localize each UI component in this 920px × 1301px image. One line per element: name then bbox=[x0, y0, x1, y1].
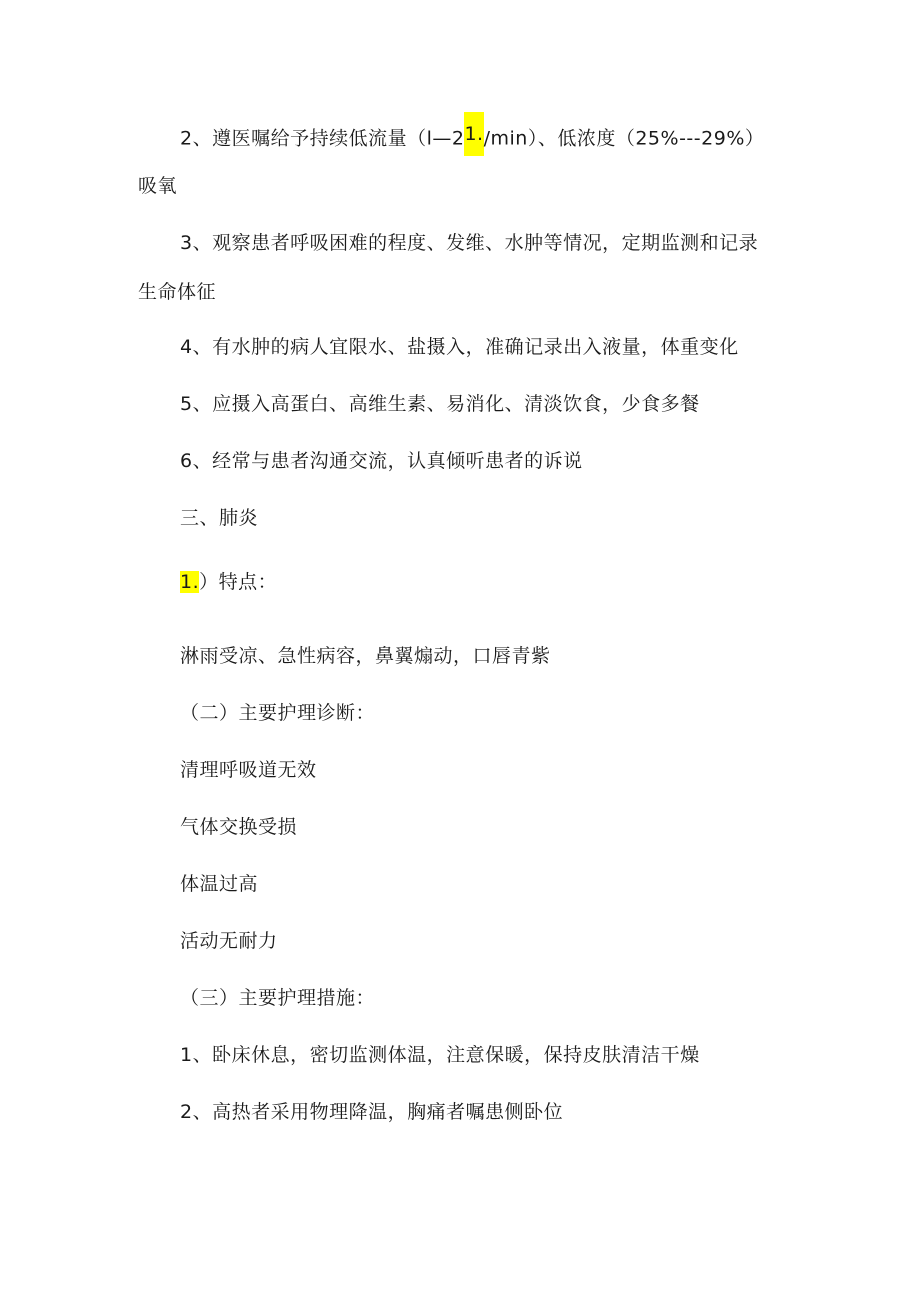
subheading-measures: （三）主要护理措施： bbox=[180, 987, 376, 1009]
paragraph-features: 淋雨受凉、急性病容，鼻翼煽动，口唇青紫 bbox=[180, 645, 551, 667]
paragraph-observe-line1: 3、观察患者呼吸困难的程度、发维、水肿等情况，定期监测和记录 bbox=[180, 232, 759, 254]
paragraph-observe-line2: 生命体征 bbox=[138, 281, 217, 303]
highlighted-text: 1. bbox=[464, 112, 483, 156]
text-oxygen-prefix: 2、遵医嘱给予持续低流量（l—2 bbox=[180, 127, 465, 150]
diagnosis-item-4: 活动无耐力 bbox=[180, 930, 278, 952]
section-heading-pneumonia: 三、肺炎 bbox=[180, 507, 259, 529]
features-label: ）特点： bbox=[199, 571, 278, 593]
highlighted-number: 1. bbox=[180, 571, 200, 593]
measure-item-2: 2、高热者采用物理降温，胸痛者嘱患侧卧位 bbox=[180, 1101, 564, 1123]
subheading-features bbox=[180, 570, 277, 594]
diagnosis-item-3: 体温过高 bbox=[180, 873, 259, 895]
diagnosis-item-1: 清理呼吸道无效 bbox=[180, 759, 317, 781]
text-oxygen-suffix: /min）、低浓度（25%---29%） bbox=[483, 127, 765, 150]
paragraph-communicate: 6、经常与患者沟通交流，认真倾听患者的诉说 bbox=[180, 450, 583, 472]
measure-item-1: 1、卧床休息，密切监测体温，注意保暖，保持皮肤清洁干燥 bbox=[180, 1044, 700, 1066]
paragraph-edema: 4、有水肿的病人宜限水、盐摄入，准确记录出入液量，体重变化 bbox=[180, 336, 739, 358]
paragraph-oxygen-line1 bbox=[180, 122, 764, 156]
subheading-diagnosis: （二）主要护理诊断： bbox=[180, 702, 376, 724]
paragraph-oxygen-line2: 吸氧 bbox=[138, 175, 178, 197]
diagnosis-item-2: 气体交换受损 bbox=[180, 816, 298, 838]
paragraph-diet: 5、应摄入高蛋白、高维生素、易消化、清淡饮食，少食多餐 bbox=[180, 393, 700, 415]
